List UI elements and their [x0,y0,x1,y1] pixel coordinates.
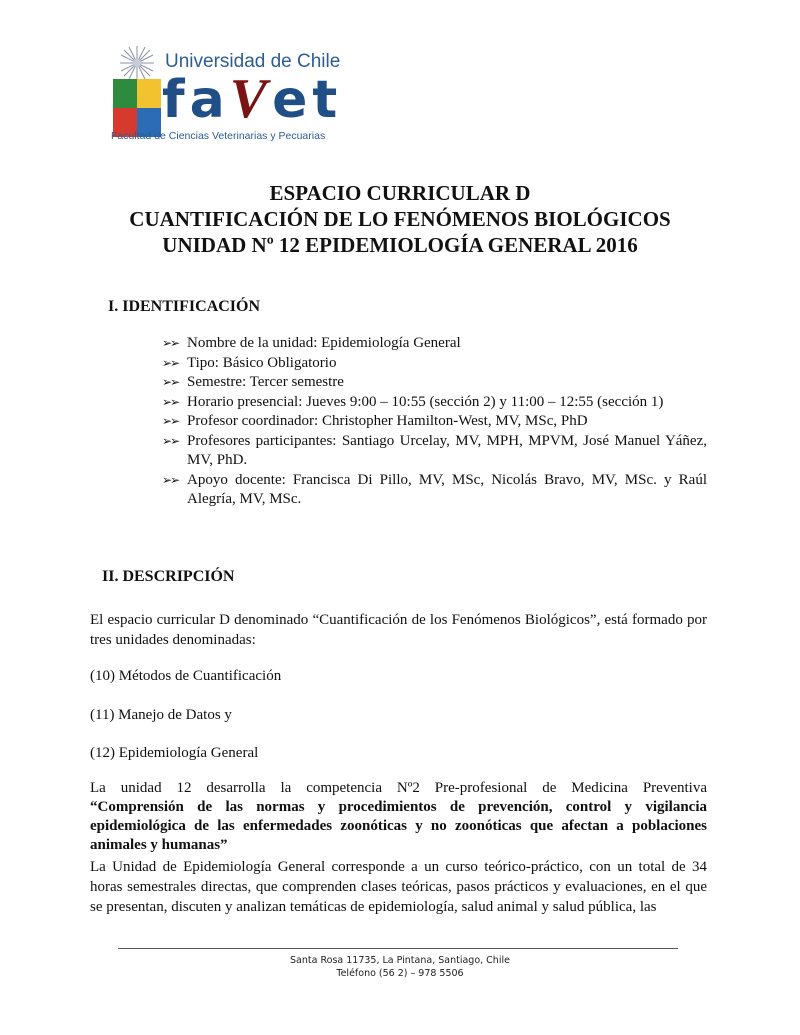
favet-logo [113,45,343,145]
section-heading-identificacion: I. IDENTIFICACIÓN [108,298,261,315]
list-item: ➢➢ Profesores participantes: Santiago Urcelay, MV, MPH, MPVM, José Manuel Yáñez, MV, PhD. [162,432,707,468]
list-item: ➢➢ Nombre de la unidad: Epidemiología General [162,334,707,354]
unit-item: (12) Epidemiología General [90,745,259,761]
competence-statement: “Comprensión de las normas y procedimientos de prevención, control y vigilancia epidemiológica de las enfermedades zoonóticas y no zoonóticas que afectan a poblaciones animales y humanas” [90,799,707,853]
university-crest [113,45,161,141]
list-item: ➢➢ Tipo: Básico Obligatorio [162,354,707,374]
arrow-bullet-icon: ➢➢ [162,433,179,448]
identification-list [162,334,707,510]
footer-divider [118,948,678,949]
arrow-bullet-icon: ➢➢ [162,355,179,370]
document-title [0,180,800,258]
title-line-2: CUANTIFICACIÓN DE LO FENÓMENOS BIOLÓGICOS [129,207,671,231]
unit-item: (10) Métodos de Cuantificación [90,668,282,684]
arrow-bullet-icon: ➢➢ [162,375,179,389]
section-heading-descripcion: II. DESCRIPCIÓN [102,568,235,585]
competence-paragraph [90,779,707,855]
arrow-bullet-icon: ➢➢ [162,414,179,428]
arrow-bullet-icon: ➢➢ [162,394,179,409]
star-icon [119,45,155,81]
faculty-name: Facultad de Ciencias Veterinarias y Pecuarias [111,130,326,142]
list-item: ➢➢ Profesor coordinador: Christopher Hamilton-West, MV, MSc, PhD [162,412,707,432]
university-name: Universidad de Chile [165,51,341,72]
page-footer [0,954,800,980]
competence-intro: La unidad 12 desarrolla la competencia Nº2 Pre-profesional de Medicina Preventiva [90,780,707,796]
unit-description: La Unidad de Epidemiología General corresponde a un curso teórico-práctico, con un total de 34 horas semestrales directas, que comprenden clases teóricas, pasos prácticos y evaluaciones, en el que se presentan, discuten y analizan temáticas de epidemiología, salud animal y salud pública, las [90,859,707,915]
title-line-3: UNIDAD Nº 12 EPIDEMIOLOGÍA GENERAL 2016 [162,233,638,257]
crest-shield [113,79,161,137]
arrow-bullet-icon: ➢➢ [162,472,179,487]
footer-phone: Teléfono (56 2) – 978 5506 [336,968,464,979]
footer-address: Santa Rosa 11735, La Pintana, Santiago, Chile [290,955,510,966]
title-line-1: ESPACIO CURRICULAR D [269,181,531,205]
list-item: ➢➢ Semestre: Tercer semestre [162,373,707,393]
arrow-bullet-icon: ➢➢ [162,336,179,350]
favet-wordmark: faVet [162,68,343,130]
list-item: ➢➢ Horario presencial: Jueves 9:00 – 10:55 (sección 2) y 11:00 – 12:55 (sección 1) [162,393,707,413]
description-intro: El espacio curricular D denominado “Cuantificación de los Fenómenos Biológicos”, está formado por tres unidades denominadas: [90,612,707,648]
list-item: ➢➢ Apoyo docente: Francisca Di Pillo, MV, MSc, Nicolás Bravo, MV, MSc. y Raúl Alegría, MV, MSc. [162,471,707,507]
unit-item: (11) Manejo de Datos y [90,707,232,723]
